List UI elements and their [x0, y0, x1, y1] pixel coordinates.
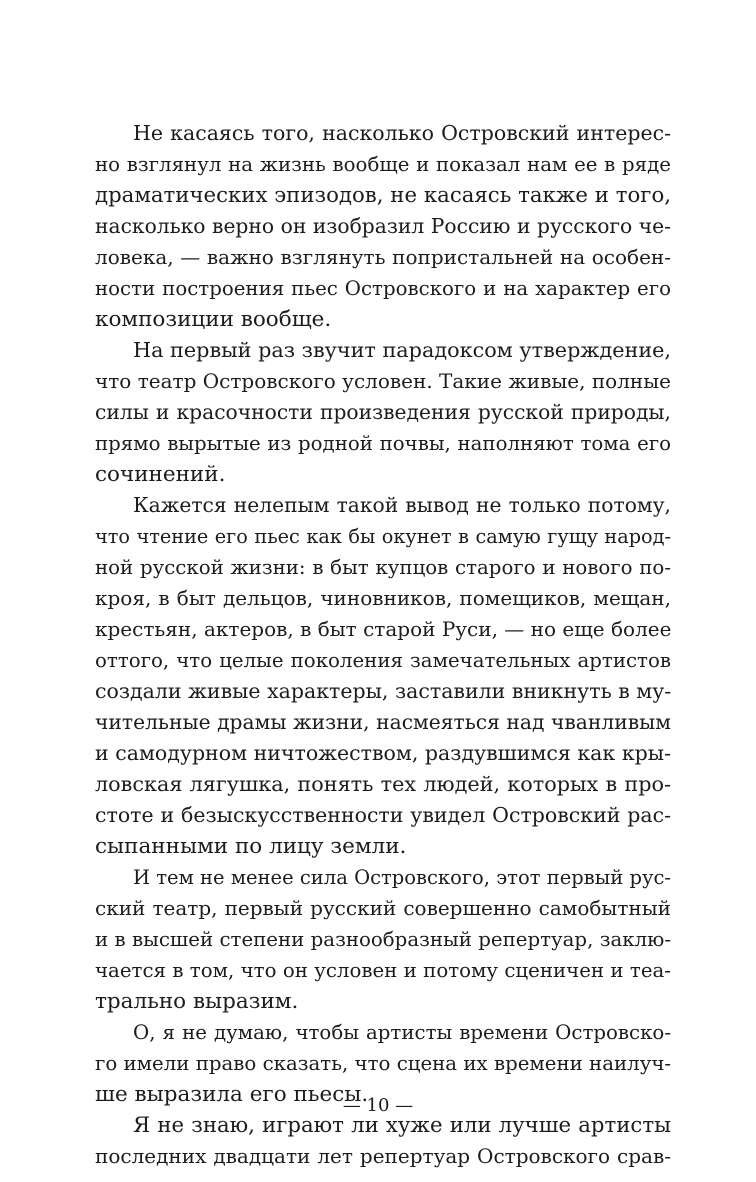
text-line: чается в том, что он условен и потому сценичен и теа- — [95, 959, 671, 982]
paragraph — [95, 862, 671, 1017]
text-line: чительные драмы жизни, насмеяться над чванливым — [95, 710, 671, 734]
paragraph — [95, 118, 671, 335]
text-line: Кажется нелепым такой вывод не только потому, — [133, 493, 671, 517]
paragraph — [95, 1110, 671, 1172]
text-line: го имели право сказать, что сцена их времени наилуч- — [95, 1052, 671, 1075]
text-line: И тем не менее сила Островского, этот первый рус- — [133, 866, 671, 889]
text-line: насколько верно он изобразил Россию и русского че- — [95, 214, 671, 238]
paragraph — [95, 490, 671, 862]
text-line: создали живые характеры, заставили вникнуть в му- — [95, 679, 671, 703]
text-line: стоте и безыскусственности увидел Островский рас- — [95, 803, 671, 827]
text-line: последних двадцати лет репертуар Островского срав- — [95, 1144, 671, 1168]
text-line: кроя, в быт дельцов, чиновников, помещиков, мещан, — [95, 586, 671, 610]
text-line: силы и красочности произведения русской природы, — [95, 400, 671, 424]
text-line: ности построения пьес Островского и на характер его — [95, 277, 671, 300]
text-line: Не касаясь того, насколько Островский интерес- — [133, 121, 671, 145]
text-line: и самодурном ничтожеством, раздувшимся как кры- — [95, 741, 671, 765]
text-line: крестьян, актеров, в быт старой Руси, — но еще более — [95, 617, 671, 641]
text-line: На первый раз звучит парадоксом утверждение, — [133, 338, 671, 362]
text-line: и в высшей степени разнообразный репертуар, заклю- — [95, 928, 671, 951]
text-line: что театр Островского условен. Такие живые, полные — [95, 369, 671, 393]
text-line: что чтение его пьес как бы окунет в самую гущу народ- — [95, 525, 671, 548]
page-number: — 10 — — [342, 1095, 414, 1116]
text-line: ловека, — важно взглянуть попристальней на особен- — [95, 245, 671, 269]
text-line: ной русской жизни: в быт купцов старого и нового по- — [95, 556, 671, 579]
text-line: оттого, что целые поколения замечательных артистов — [95, 649, 671, 672]
text-line: трально выразим. — [95, 989, 299, 1014]
text-line: композиции вообще. — [95, 307, 332, 332]
text-line: сочинений. — [95, 462, 226, 487]
text-line: прямо вырытые из родной почвы, наполняют тома его — [95, 432, 671, 455]
text-line: но взглянул на жизнь вообще и показал нам ее в ряде — [95, 153, 671, 176]
text-line: сыпанными по лицу земли. — [95, 834, 407, 859]
page-body — [95, 118, 671, 1172]
text-line: ловская лягушка, понять тех людей, которых в про- — [95, 772, 671, 796]
text-line: ский театр, первый русский совершенно самобытный — [95, 896, 671, 920]
text-line: О, я не думаю, чтобы артисты времени Островско- — [133, 1021, 671, 1044]
text-line: Я не знаю, играют ли хуже или лучше артисты — [133, 1113, 671, 1138]
paragraph — [95, 335, 671, 490]
text-line: драматических эпизодов, не касаясь также и того, — [95, 183, 671, 208]
text-line: ше выразила его пьесы. — [95, 1082, 369, 1107]
